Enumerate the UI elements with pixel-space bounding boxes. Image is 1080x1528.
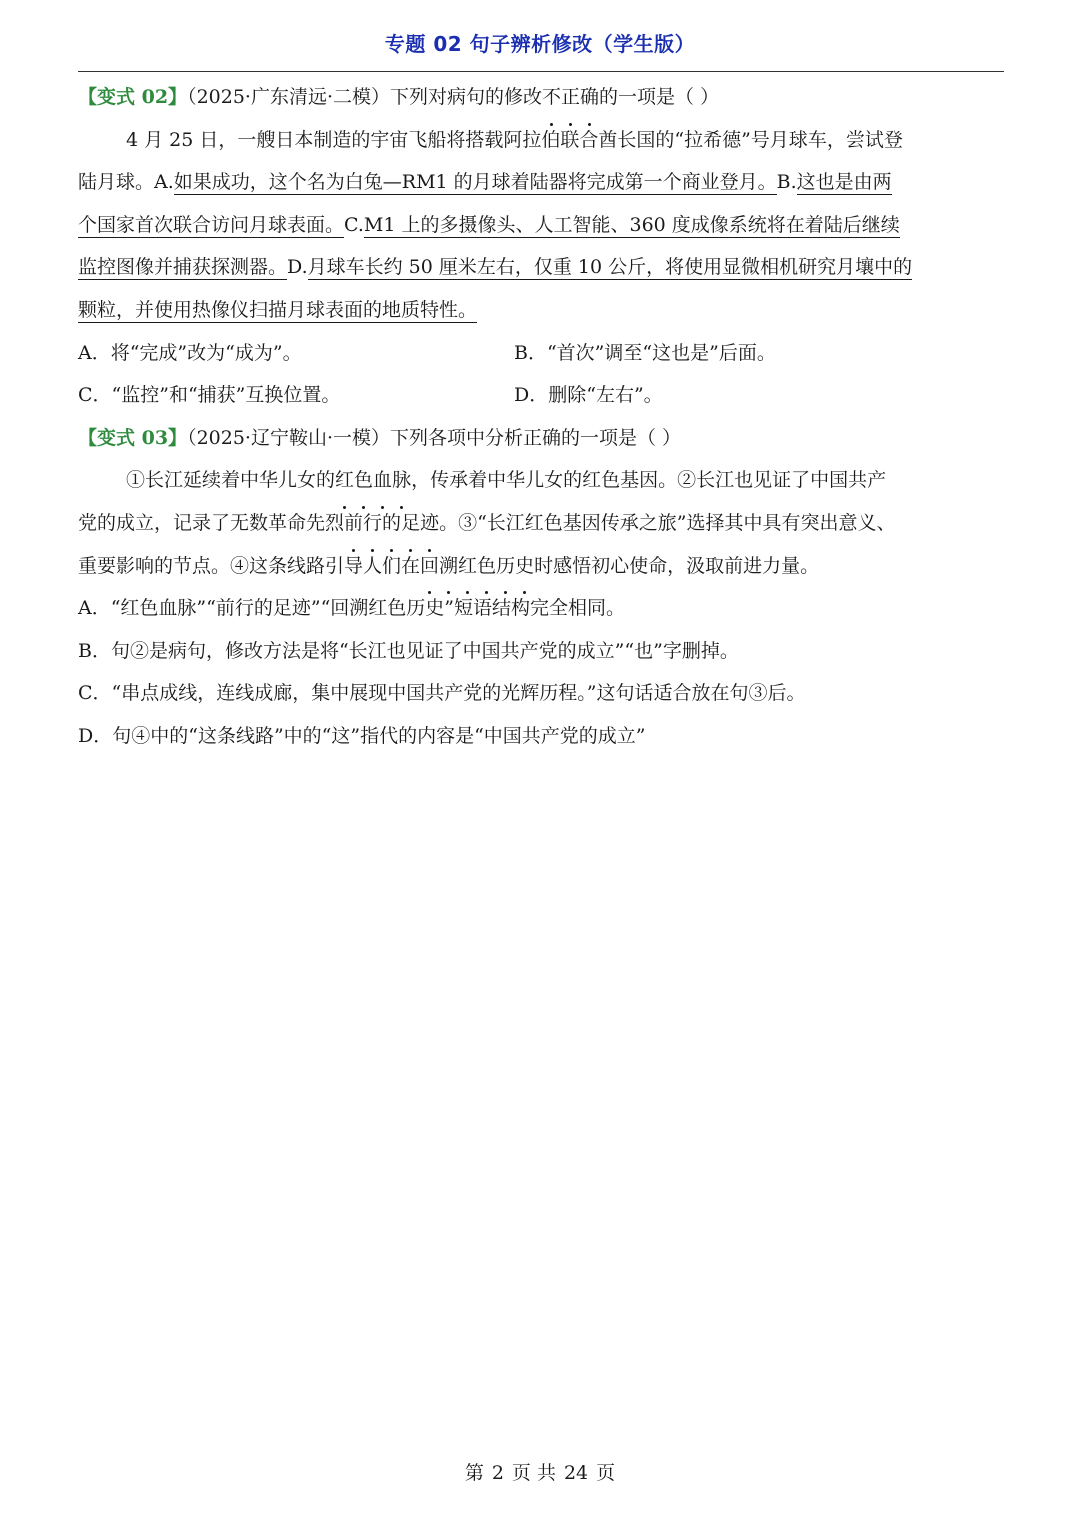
q2-prompt-emphasis <box>542 86 599 108</box>
q3-option-a[interactable]: A．“红色血脉”“前行的足迹”“回溯红色历史”短语结构完全相同。 <box>78 597 626 620</box>
page-footer <box>0 1458 1080 1485</box>
q2-passage-line-2 <box>78 161 1004 204</box>
q3-source: （2025·辽宁鞍山·一模）下列各项中分析正确的一项是（ ） <box>187 426 682 449</box>
q3-option-b[interactable]: B．句②是病句，修改方法是将“长江也见证了中国共产党的成立”“也”字删掉。 <box>78 639 739 662</box>
q2-passage-line-4 <box>78 246 1004 289</box>
document-body <box>78 76 1004 758</box>
page-header-title: 专题 02 句子辨析修改（学生版） <box>384 32 696 56</box>
q3-label: 【变式 03】 <box>78 426 188 449</box>
q2-marker-c: C. <box>344 213 364 236</box>
q2-marker-b: B. <box>776 171 797 194</box>
q2-underlined-sentence-c: M1 上的多摄像头、人工智能、360 度成像系统将在着陆后继续 <box>363 213 900 236</box>
q3-dotted-phrase-3: 回溯红色历史 <box>420 555 534 577</box>
q2-source: （2025·广东清远·二模）下列对病句的修改 <box>187 86 542 108</box>
q2-passage-line-5 <box>78 289 1004 332</box>
q3-option-c[interactable]: C．“串点成线，连线成廊，集中展现中国共产党的光辉历程。”这句话适合放在句③后。 <box>78 682 806 705</box>
q2-passage-line-1: 4 月 25 日，一艘日本制造的宇宙飞船将搭载阿拉伯联合酋长国的“拉希德”号月球车，尝试登 <box>126 128 903 151</box>
q3-passage-text: 时感悟初心使命，汲取前进力量。 <box>534 554 820 577</box>
q2-em-char-1: 不 <box>542 76 561 119</box>
q2-underlined-sentence-d: 月球车长约 50 厘米左右，仅重 10 公斤，将使用显微相机研究月壤中的 <box>307 256 913 279</box>
q2-options-row-1 <box>78 332 1004 375</box>
q2-marker-d: D. <box>287 256 308 279</box>
q2-underlined-sentence-d-cont: 颗粒，并使用热像仪扫描月球表面的地质特性。 <box>78 298 478 321</box>
q3-passage-line-1 <box>78 459 1004 502</box>
q3-passage-line-2 <box>78 502 1004 545</box>
q2-em-char-2: 正 <box>561 76 580 119</box>
q2-passage-line-3 <box>78 204 1004 247</box>
q3-passage-line-3 <box>78 545 1004 588</box>
q2-heading <box>78 76 1004 119</box>
q2-option-a[interactable]: A．将“完成”改为“成为”。 <box>78 341 302 364</box>
q2-underlined-sentence-c-cont: 监控图像并捕获探测器。 <box>78 256 288 279</box>
q2-passage-text: 陆月球。A. <box>78 171 174 194</box>
q3-passage-text: 党的成立，记录了无数革命先烈 <box>78 511 345 534</box>
header-divider <box>78 71 1004 72</box>
footer-prefix: 第 <box>464 1462 484 1484</box>
q2-em-char-3: 确 <box>580 76 599 119</box>
q2-option-b[interactable]: B．“首次”调至“这也是”后面。 <box>514 341 776 364</box>
q3-passage-text: 重要影响的节点。④这条线路引导人们在 <box>78 554 421 577</box>
footer-suffix: 页 <box>596 1462 616 1484</box>
footer-total-pages: 24 <box>563 1462 589 1484</box>
footer-page-number: 2 <box>491 1462 504 1484</box>
q3-option-d[interactable]: D．句④中的“这条线路”中的“这”指代的内容是“中国共产党的成立” <box>78 724 646 747</box>
q2-underlined-sentence-b: 这也是由两 <box>796 171 892 194</box>
q2-underlined-sentence-b-cont: 个国家首次联合访问月球表面。 <box>78 213 345 236</box>
q3-dotted-phrase-2: 前行的足迹 <box>344 512 439 534</box>
q3-heading <box>78 417 1004 460</box>
q3-passage-text: ①长江延续着中华儿女的 <box>126 469 336 492</box>
q2-label: 【变式 02】 <box>78 86 188 108</box>
q2-underlined-sentence-a: 如果成功，这个名为白兔—RM1 的月球着陆器将完成第一个商业登月。 <box>173 171 777 194</box>
q2-options-row-2 <box>78 374 1004 417</box>
footer-mid: 页 共 <box>511 1462 556 1484</box>
q2-option-d[interactable]: D．删除“左右”。 <box>514 384 663 407</box>
q2-option-c[interactable]: C．“监控”和“捕获”互换位置。 <box>78 384 341 407</box>
q3-passage-text: 。③“长江红色基因传承之旅”选择其中具有突出意义、 <box>439 511 896 534</box>
q2-prompt-tail: 的一项是（ ） <box>599 86 720 108</box>
q3-passage-text: ，传承着中华儿女的红色基因。②长江也见证了中国共产 <box>411 469 887 492</box>
q3-dotted-phrase-1: 红色血脉 <box>335 469 411 491</box>
